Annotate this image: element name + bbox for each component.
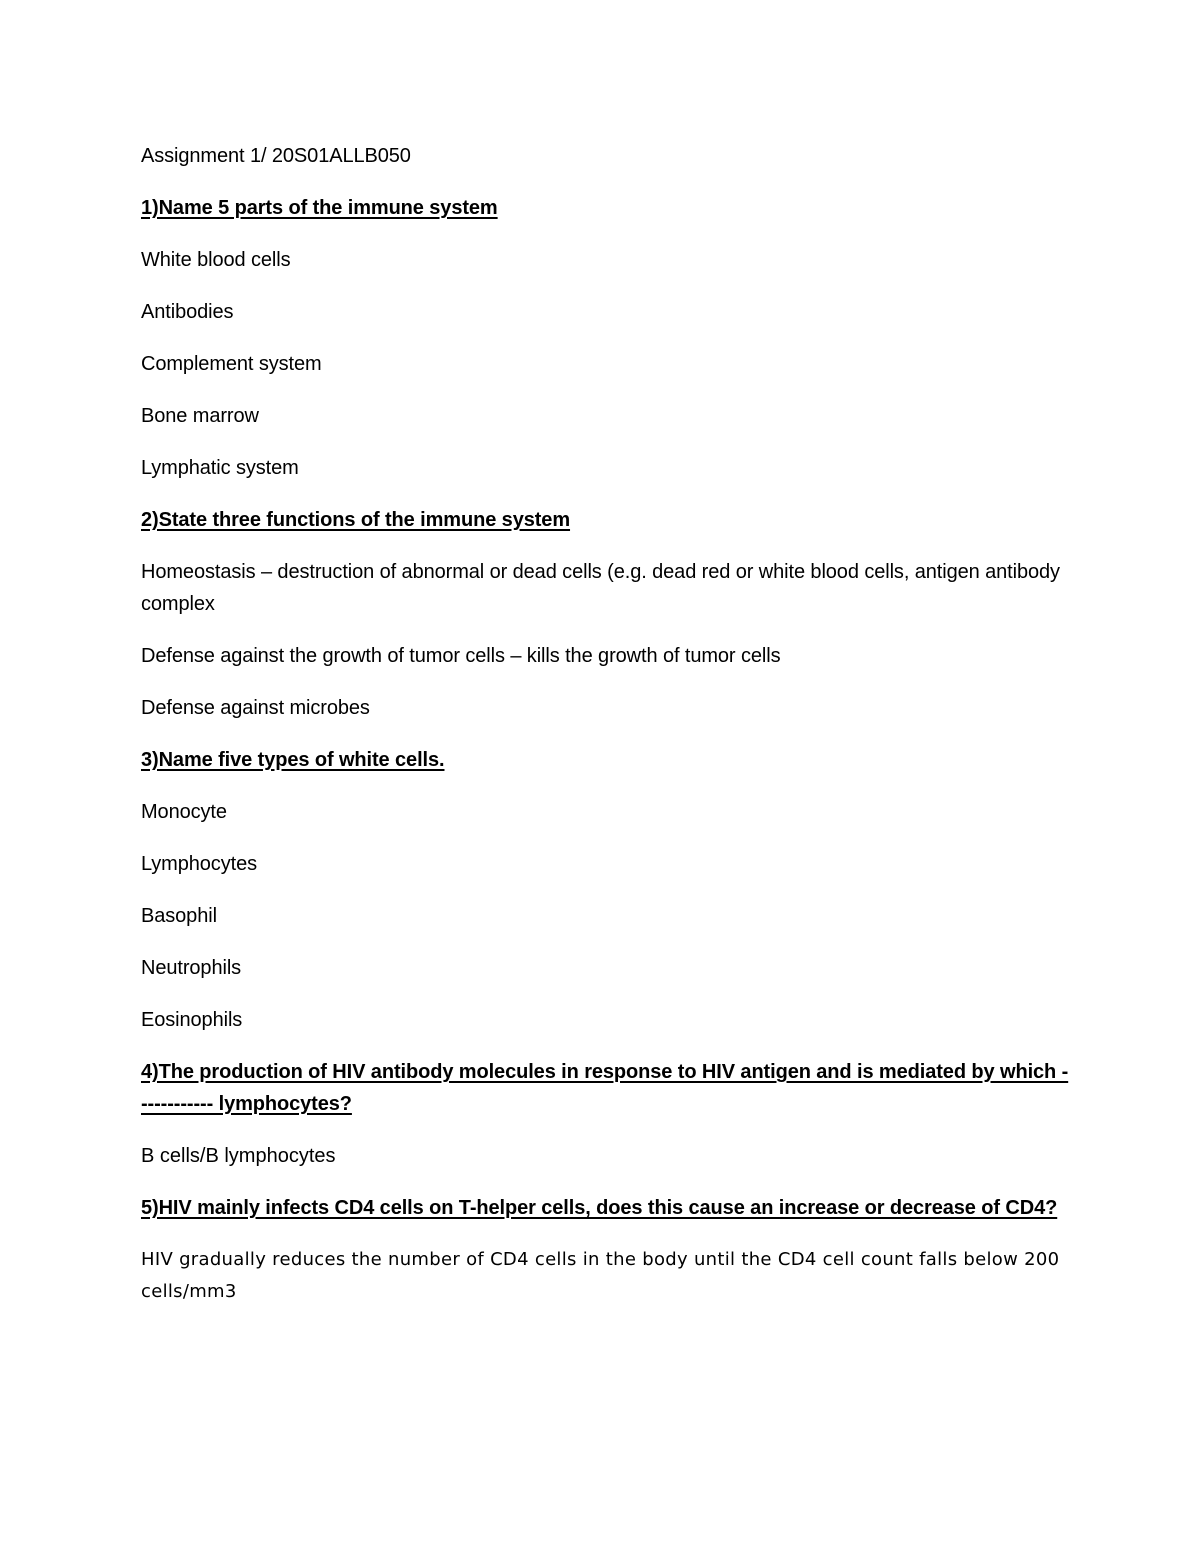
answer-1-2: Antibodies [141,301,234,323]
answer-3-2: Lymphocytes [141,853,257,875]
answer-4-1: B cells/B lymphocytes [141,1145,336,1167]
question-1: 1)Name 5 parts of the immune system [141,197,498,219]
question-4: 4)The production of HIV antibody molecules in response to HIV antigen and is mediated by which ------------ lymphocytes? [141,1061,1069,1115]
document-body [141,140,1071,1328]
answer-3-1: Monocyte [141,801,227,823]
answer-1-5: Lymphatic system [141,457,299,479]
question-2: 2)State three functions of the immune system [141,509,571,531]
answer-1-1: White blood cells [141,249,291,271]
answer-1-3: Complement system [141,353,322,375]
answer-2-1: Homeostasis – destruction of abnormal or dead cells (e.g. dead red or white blood cells, antigen antibody complex [141,561,1060,615]
answer-3-3: Basophil [141,905,217,927]
question-5: 5)HIV mainly infects CD4 cells on T-helper cells, does this cause an increase or decrease of CD4? [141,1197,1058,1219]
question-3: 3)Name five types of white cells. [141,749,445,771]
answer-2-2: Defense against the growth of tumor cells – kills the growth of tumor cells [141,645,781,667]
answer-3-4: Neutrophils [141,957,242,979]
answer-3-5: Eosinophils [141,1009,243,1031]
document-title: Assignment 1/ 20S01ALLB050 [141,145,411,167]
answer-2-3: Defense against microbes [141,697,370,719]
answer-1-4: Bone marrow [141,405,259,427]
answer-5-1: HIV gradually reduces the number of CD4 cells in the body until the CD4 cell count falls below 200 cells/mm3 [141,1249,1060,1302]
